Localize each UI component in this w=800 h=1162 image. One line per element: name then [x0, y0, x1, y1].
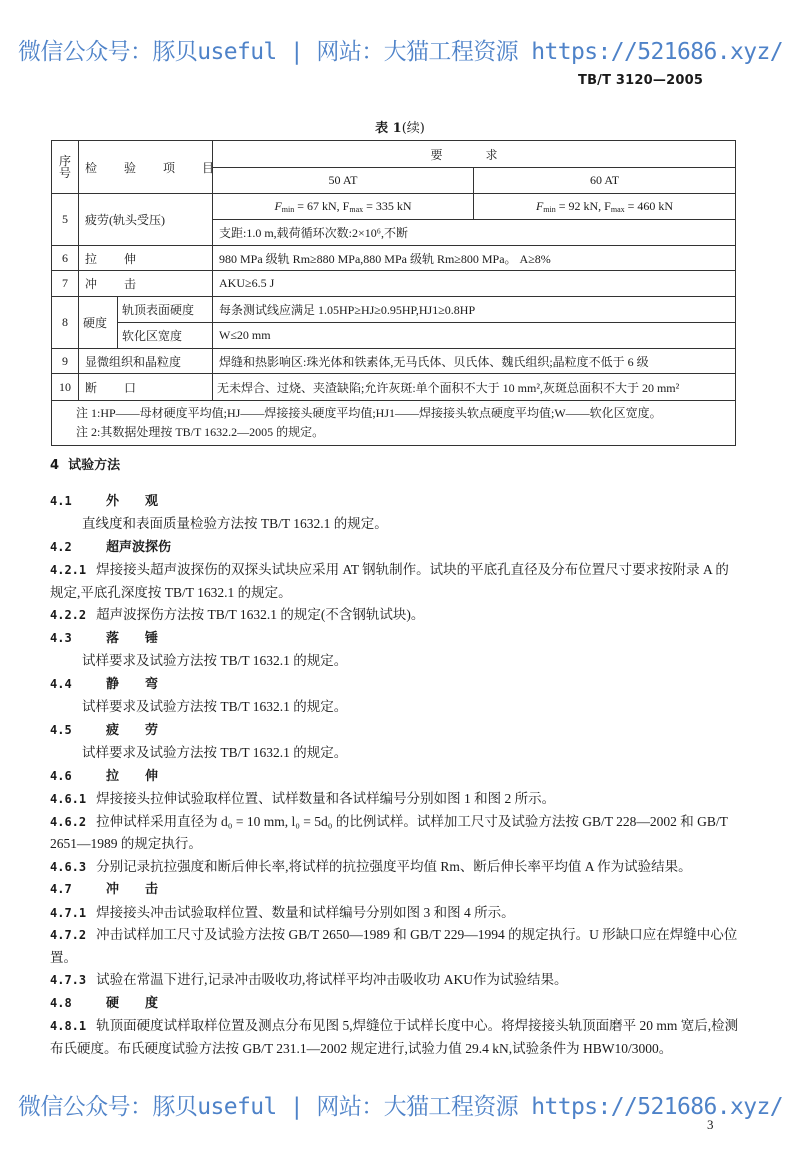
- row-req: W≤20 mm: [213, 323, 736, 349]
- note-1: 注 1:HP——母材硬度平均值;HJ——焊接接头硬度平均值;HJ1——焊接接头软点硬度平均值;W——软化区宽度。: [76, 406, 662, 420]
- table-row: [52, 374, 736, 401]
- req-50at: $F_{min} = 67$ kN, $F_{max} = 335$ kN: [213, 194, 474, 220]
- standard-code: TB/T 3120—2005: [578, 73, 704, 88]
- table-row: [52, 246, 736, 271]
- row-no: 8: [52, 297, 79, 349]
- req-common: 支距:1.0 m,载荷循环次数:2×10⁶,不断: [213, 220, 736, 246]
- header-60at: 60 AT: [474, 168, 736, 194]
- section-4-1-body: 直线度和表面质量检验方法按 TB/T 1632.1 的规定。: [82, 516, 388, 531]
- row-no: 7: [52, 271, 79, 297]
- section-4-7-heading: 4.7 冲击: [50, 882, 185, 897]
- section-4-2-2: 4.2.2 超声波探伤方法按 TB/T 1632.1 的规定(不含钢轨试块)。: [50, 607, 425, 622]
- row-item: 拉 伸: [79, 246, 213, 271]
- section-4-8-heading: 4.8 硬度: [50, 995, 185, 1011]
- section-4-3-body: 试样要求及试验方法按 TB/T 1632.1 的规定。: [82, 653, 348, 668]
- row-item: 显微组织和晶粒度: [79, 349, 213, 374]
- section-4-6-heading: 4.6 拉伸: [50, 768, 185, 784]
- table-row: [52, 194, 736, 220]
- row-item: 疲劳(轨头受压): [79, 194, 213, 246]
- table-row: [52, 271, 736, 297]
- requirements-table: [51, 140, 736, 446]
- section-4-3-heading: 4.3 落锤: [50, 630, 185, 646]
- table-caption: [0, 117, 800, 136]
- section-4-7-1: 4.7.1 焊接接头冲击试验取样位置、数量和试样编号分别如图 3 和图 4 所示。: [50, 904, 515, 920]
- section-4-8-1: 4.8.1 轨顶面硬度试样取样位置及测点分布见图 5,焊缝位于试样长度中心。将焊接接头轨顶面磨平 20 mm 宽后,检测布氏硬度。布氏硬度试验方法按 GB/T 231.1—2002 规定进行,试验力值 29.4 kN,试验条件为 HBW10/3000。: [50, 1018, 739, 1056]
- row-req: 980 MPa 级轨 Rm≥880 MPa,880 MPa 级轨 Rm≥800 MPa。 A≥8%: [213, 246, 736, 271]
- section-4-5-heading: 4.5 疲劳: [50, 722, 185, 738]
- section-4-4-body: 试样要求及试验方法按 TB/T 1632.1 的规定。: [82, 699, 348, 714]
- row-req: 无未焊合、过烧、夹渣缺陷;允许灰斑:单个面积不大于 10 mm²,灰斑总面积不大于 20 mm²: [213, 374, 736, 401]
- sub-item: 轨顶表面硬度: [118, 297, 213, 323]
- watermark-top: 微信公众号：豚贝useful | 网站：大猫工程资源 https://521686.xyz/: [18, 39, 783, 65]
- section-4-7-2: 4.7.2 冲击试样加工尺寸及试验方法按 GB/T 2650—1989 和 GB/T 229—1994 的规定执行。U 形缺口应在焊缝中心位置。: [50, 927, 738, 965]
- note-2: 注 2:其数据处理按 TB/T 1632.2—2005 的规定。: [76, 425, 325, 439]
- section-4-6-2: 4.6.2 拉伸试样采用直径为 d₀ = 10 mm, l₀ = 5d₀ 的比例试样。试样加工尺寸及试验方法按 GB/T 228—2002 和 GB/T 2651—1989 的规定执行。: [50, 813, 728, 851]
- section-4-4-heading: 4.4 静弯: [50, 676, 185, 692]
- section-4-1-heading: 4.1 外观: [50, 493, 185, 509]
- table-row: [52, 297, 736, 323]
- row-req: 每条测试线应满足 1.05HP≥HJ≥0.95HP,HJ1≥0.8HP: [213, 297, 736, 323]
- section-4-2-heading: 4.2 超声波探伤: [50, 539, 172, 555]
- section-4-6-3: 4.6.3 分别记录抗拉强度和断后伸长率,将试样的抗拉强度平均值 Rm、断后伸长率平均值 A 作为试验结果。: [50, 858, 692, 874]
- row-req: 焊缝和热影响区:珠光体和铁素体,无马氏体、贝氏体、魏氏组织;晶粒度不低于 6 级: [213, 349, 736, 374]
- table-caption-suffix: (续): [401, 121, 425, 136]
- row-no: 9: [52, 349, 79, 374]
- section-4-5-body: 试样要求及试验方法按 TB/T 1632.1 的规定。: [82, 745, 348, 760]
- row-no: 6: [52, 246, 79, 271]
- section-4-2-1: 4.2.1 焊接接头超声波探伤的双探头试块应采用 AT 钢轨制作。试块的平底孔直径及分布位置尺寸要求按附录 A 的规定,平底孔深度按 TB/T 1632.1 的规定。: [50, 562, 729, 600]
- req-60at: $F_{min} = 92$ kN, $F_{max} = 460$ kN: [474, 194, 736, 220]
- table-caption-title: 表 1: [375, 121, 402, 136]
- table-row: [52, 349, 736, 374]
- body-content: [50, 455, 740, 1060]
- row-item: 断 口: [79, 374, 213, 401]
- row-no: 5: [52, 194, 79, 246]
- table-notes: [52, 401, 736, 446]
- sub-item: 软化区宽度: [118, 323, 213, 349]
- page-number: 3: [707, 1117, 714, 1132]
- header-requirement: 要 求: [213, 141, 736, 168]
- section-4-6-1: 4.6.1 焊接接头拉伸试验取样位置、试样数量和各试样编号分别如图 1 和图 2 所示。: [50, 791, 556, 806]
- header-seq: 序号: [52, 141, 79, 194]
- row-item: 硬度: [79, 297, 118, 349]
- watermark-bottom: 微信公众号：豚贝useful | 网站：大猫工程资源 https://521686.xyz/: [18, 1094, 783, 1120]
- section-4-7-3: 4.7.3 试验在常温下进行,记录冲击吸收功,将试样平均冲击吸收功 AKU作为试验结果。: [50, 972, 568, 987]
- header-50at: 50 AT: [213, 168, 474, 194]
- header-item: 检 验 项 目: [79, 141, 213, 194]
- row-item: 冲 击: [79, 271, 213, 297]
- row-no: 10: [52, 374, 79, 401]
- row-req: AKU≥6.5 J: [213, 271, 736, 297]
- section-4-heading: 4 试验方法: [50, 458, 121, 473]
